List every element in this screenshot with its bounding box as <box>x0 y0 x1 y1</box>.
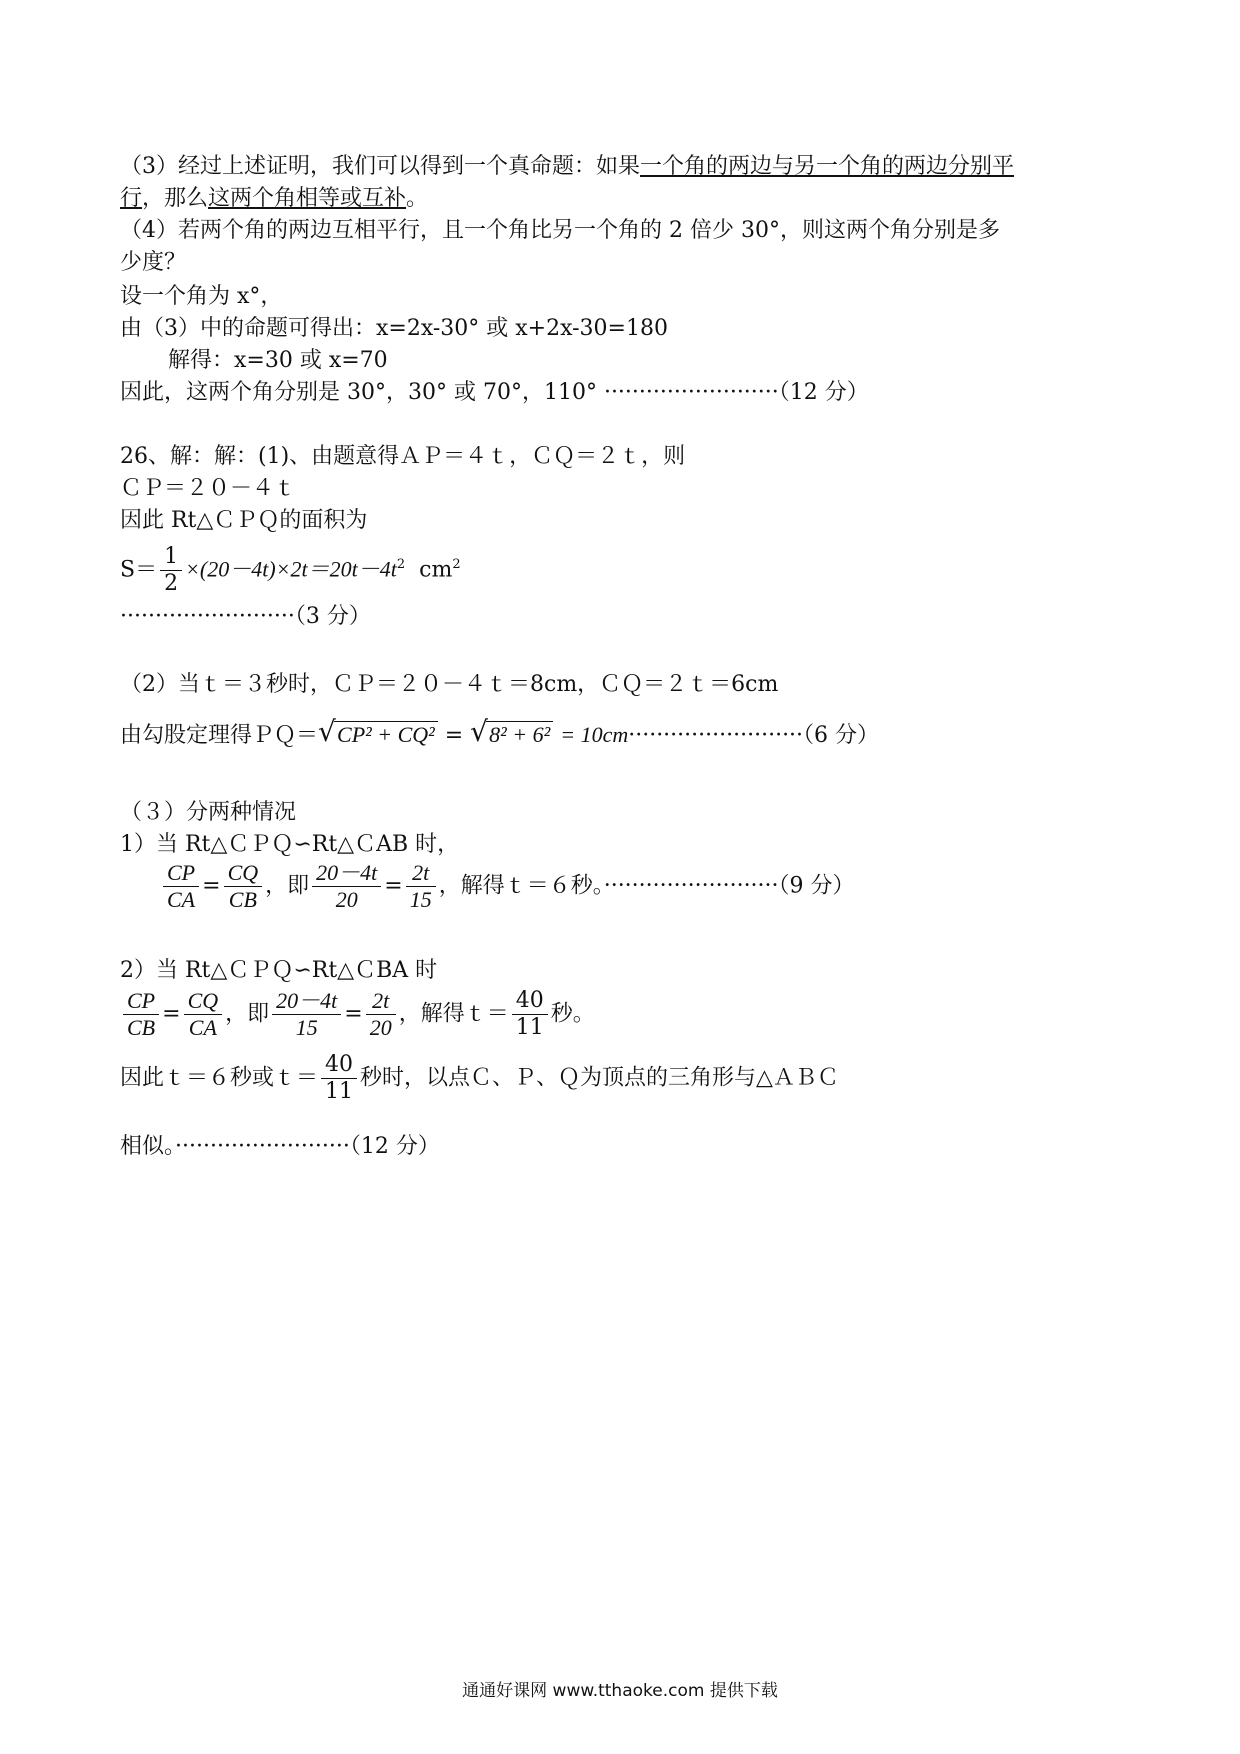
area-rhs: ×(20－4t)×2t＝20t－4t <box>185 556 397 582</box>
part4-question-line2: 少度？ <box>120 250 187 275</box>
area-fraction: $\frac{1}{2}$ <box>160 544 182 597</box>
frac-20-4t-over-20: $\frac{20-4t}{20}$ <box>312 860 381 913</box>
conclusion-frac-40-over-11: $\frac{40}{11}$ <box>321 1052 357 1105</box>
part3-prefix: （3）经过上述证明，我们可以得到一个真命题：如果 <box>120 154 640 179</box>
underlined-conclusion: 这两个角相等或互补 <box>208 186 407 211</box>
part3-line2 <box>120 184 428 214</box>
part3-line1 <box>120 152 1014 182</box>
radical-2: √ 8² + 6² <box>470 720 553 750</box>
part3-mid: ，那么 <box>142 186 209 211</box>
frac-20-4t-over-15: $\frac{20-4t}{15}$ <box>272 988 341 1041</box>
part4-setup: 设一个角为 x°， <box>120 284 283 309</box>
case2-heading: 2）当 Rt△ＣＰＱ∽Rt△ＣBA 时 <box>120 958 438 983</box>
part4-solution: 解得：x=30 或 x=70 <box>168 348 388 373</box>
frac-cp-ca: $\frac{CP}{CA}$ <box>163 860 199 913</box>
area-lhs: S＝ <box>120 557 158 583</box>
equals-sign: = <box>444 723 464 748</box>
frac-40-over-11: $\frac{40}{11}$ <box>512 988 548 1041</box>
frac-2t-over-15: $\frac{2t}{15}$ <box>406 860 436 913</box>
frac-2t-over-20: $\frac{2t}{20}$ <box>366 988 396 1041</box>
area-unit: cm <box>419 557 453 583</box>
part3-cases-title: （３）分两种情况 <box>120 800 297 825</box>
underlined-condition: 一个角的两边与另一个角的两边分别平 <box>640 154 1015 179</box>
part4-equation: 由（3）中的命题可得出：x=2x-30° 或 x+2x-30=180 <box>120 316 668 341</box>
part4-answer: 因此，这两个角分别是 30°，30° 或 70°，110° ·························（12 分） <box>120 380 869 405</box>
conclusion-line2: 相似。·························（12 分） <box>120 1134 440 1159</box>
pythagoras-line <box>120 720 879 751</box>
frac-cp-cb: $\frac{CP}{CB}$ <box>123 988 159 1041</box>
pythagoras-prefix: 由勾股定理得ＰＱ＝ <box>120 723 319 748</box>
score-6: ·························（6 分） <box>628 723 880 748</box>
footer-text: 通通好课网 www.tthaoke.com 提供下载 <box>462 1681 778 1701</box>
part2-line1: （2）当ｔ＝３秒时，ＣＰ＝２０－４ｔ＝8cm，ＣＱ＝２ｔ＝6cm <box>120 672 779 697</box>
area-formula: S＝ $\frac{1}{2}$ $\times(20-4t)\times 2t=20t-4t^2$ $cm^2$ <box>120 544 461 596</box>
case1-equation: $\frac{CP}{CA}$ = $\frac{CQ}{CB}$ ，即 $\frac{20-4t}{20}$ = $\frac{2t}{15}$ ，解得ｔ＝６秒。·························（9 分） <box>160 860 855 913</box>
q26-line2: ＣＰ＝２０－４ｔ <box>120 476 297 501</box>
part4-question-line1: （4）若两个角的两边互相平行，且一个角比另一个角的 2 倍少 30°，则这两个角分别是多 <box>120 218 1000 243</box>
pythagoras-result: = 10cm <box>560 722 629 747</box>
case1-heading: 1）当 Rt△ＣＰＱ∽Rt△ＣAB 时， <box>120 832 460 857</box>
underlined-condition-end: 行 <box>120 186 143 211</box>
part3-end: 。 <box>406 186 429 211</box>
q26-line3: 因此 Rt△ＣＰＱ的面积为 <box>120 508 368 533</box>
frac-cq-ca: $\frac{CQ}{CA}$ <box>184 988 223 1041</box>
case2-equation: $\frac{CP}{CB}$ = $\frac{CQ}{CA}$ ，即 $\frac{20-4t}{15}$ = $\frac{2t}{20}$ ，解得ｔ＝ $\frac{40}{11}$ 秒。 <box>120 988 595 1041</box>
frac-cq-cb: $\frac{CQ}{CB}$ <box>224 860 263 913</box>
conclusion-line1: 因此ｔ＝６秒或ｔ＝ $\frac{40}{11}$ 秒时，以点Ｃ、Ｐ、Ｑ为顶点的三角形与△ＡＢＣ <box>120 1052 839 1104</box>
radical-1: √ CP² + CQ² <box>318 720 438 750</box>
q26-line1: 26、解：解：(1)、由题意得ＡＰ＝４ｔ，ＣＱ＝２ｔ，则 <box>120 444 686 469</box>
case1-tail: ，解得ｔ＝６秒。·························（9 分） <box>438 873 855 899</box>
score-3: ·························（3 分） <box>120 604 371 629</box>
